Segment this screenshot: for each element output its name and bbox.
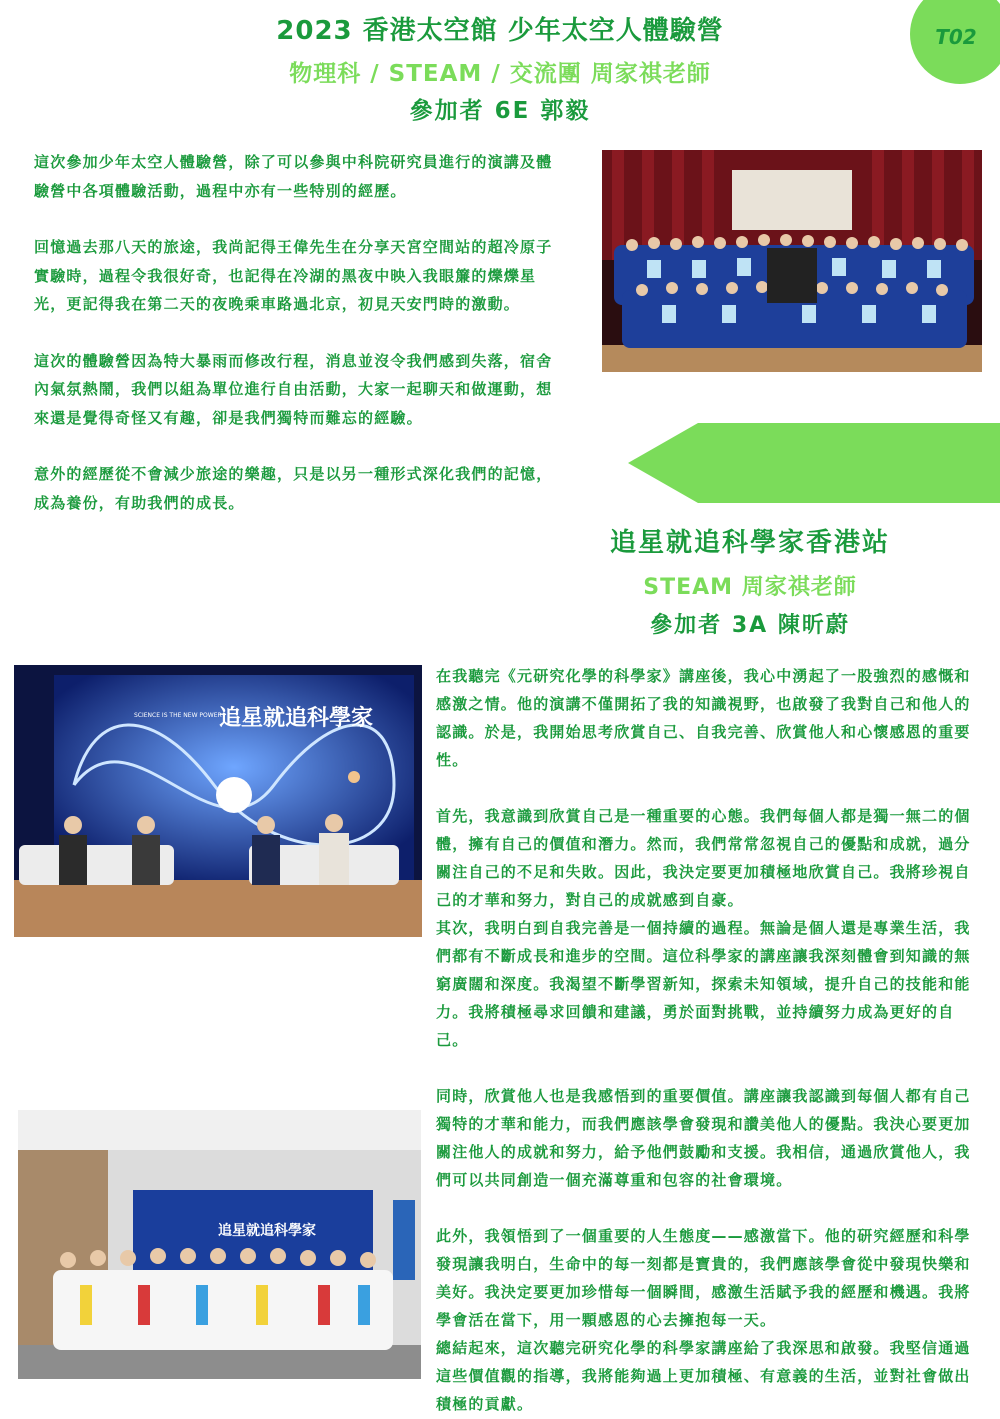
section1-body — [34, 148, 564, 517]
section2-paragraph: 首先，我意識到欣賞自己是一種重要的心態。我們每個人都是獨一無二的個體，擁有自己的價值和潛力。然而，我們常常忽視自己的優點和成就，過分關注自己的不足和失敗。因此，我決定要更加積極地欣賞自己。我將珍視自己的才華和努力，對自己的成就感到自豪。 — [436, 807, 971, 909]
section2-paragraph: 其次，我明白到自我完善是一個持續的過程。無論是個人還是專業生活，我們都有不斷成長和進步的空間。這位科學家的講座讓我深刻體會到知識的無窮廣闊和深度。我渴望不斷學習新知，探索未知領域，提升自己的技能和能力。我將積極尋求回饋和建議，勇於面對挑戰，並持續努力成為更好的自己。 — [436, 919, 971, 1049]
section2-paragraph: 總結起來，這次聽完研究化學的科學家講座給了我深思和啟發。我堅信通過這些價值觀的指導，我將能夠過上更加積極、有意義的生活，並對社會做出積極的貢獻。 — [436, 1339, 971, 1413]
section1-paragraph: 這次參加少年太空人體驗營，除了可以參與中科院研究員進行的演講及體驗營中各項體驗活動，過程中亦有一些特別的經歷。 — [34, 153, 553, 200]
section2-paragraph: 同時，欣賞他人也是我感悟到的重要價值。講座讓我認識到每個人都有自己獨特的才華和能力，而我們應該學會發現和讚美他人的優點。我決心要更加關注他人的成就和努力，給予他們鼓勵和支援。我相信，通過欣賞他人，我們可以共同創造一個充滿尊重和包容的社會環境。 — [436, 1087, 971, 1189]
section1-paragraph: 意外的經歷從不會減少旅途的樂趣，只是以另一種形式深化我們的記憶，成為養份，有助我們的成長。 — [34, 465, 553, 512]
arrow-banner — [628, 423, 1000, 503]
section1-subtitle: 物理科 / STEAM / 交流團 周家祺老師 — [289, 61, 711, 87]
screen-title-2: 追星就追科學家 — [218, 1223, 316, 1239]
students-group-photo — [18, 1110, 421, 1379]
group-photo-stage — [602, 150, 982, 372]
section2-paragraph: 此外，我領悟到了一個重要的人生態度——感激當下。他的研究經歷和科學發現讓我明白，生命中的每一刻都是寶貴的，我們應該學會從中發現快樂和美好。我決定要更加珍惜每一個瞬間，感激生活賦予我的經歷和機遇。我將學會活在當下，用一顆感恩的心去擁抱每一天。 — [436, 1227, 971, 1329]
section1-title: 2023 香港太空館 少年太空人體驗營 — [276, 16, 724, 46]
screen-subtitle: SCIENCE IS THE NEW POWER — [134, 712, 222, 719]
badge-label: T02 — [935, 25, 977, 49]
section2-paragraph: 在我聽完《元研究化學的科學家》講座後，我心中湧起了一股強烈的感慨和感激之情。他的演講不僅開拓了我的知識視野，也啟發了我對自己和他人的認識。於是，我開始思考欣賞自己、自我完善、欣賞他人和心懷感恩的重要性。 — [436, 667, 971, 769]
screen-title: 追星就追科學家 — [219, 706, 374, 731]
section2-subtitle: STEAM 周家祺老師 — [643, 575, 857, 600]
section2-participant: 參加者 3A 陳昕蔚 — [650, 613, 850, 638]
section2-title: 追星就追科學家香港站 — [609, 528, 890, 558]
talk-stage-photo — [14, 665, 422, 937]
section1-paragraph: 這次的體驗營因為特大暴雨而修改行程，消息並沒令我們感到失落，宿舍內氣氛熱鬧，我們以組為單位進行自由活動，大家一起聊天和做運動，想來還是覺得奇怪又有趣，卻是我們獨特而難忘的經驗。 — [34, 351, 553, 427]
section1-participant: 參加者 6E 郭毅 — [409, 98, 591, 124]
section2-body — [436, 662, 984, 1418]
section1-paragraph: 回憶過去那八天的旅途，我尚記得王偉先生在分享天宮空間站的超冷原子實驗時，過程令我很好奇，也記得在冷湖的黑夜中映入我眼簾的爍爍星光，更記得我在第二天的夜晚乘車路過北京，初見天安門時的激動。 — [34, 238, 553, 313]
